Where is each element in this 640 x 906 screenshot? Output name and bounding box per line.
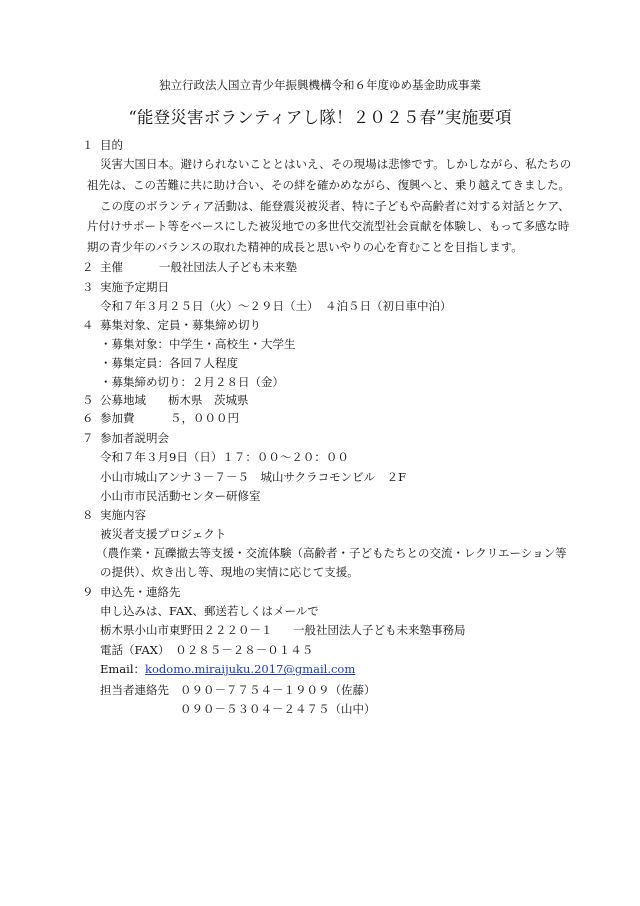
section-4-number: ４ [82,318,94,332]
section-5-heading: 公募地域 [100,393,146,407]
schedule-stay: ４泊５日（初日車中泊） [325,299,452,313]
section-9-heading: 申込先・連絡先 [100,585,181,599]
contact-label: 担当者連絡先 [100,683,169,697]
section-1-number: １ [82,138,94,152]
schedule-date: 令和７年３月２５日（火）～２９日（土） [100,299,319,313]
recruit-deadline: ・募集締め切り：２月２８日（金） [100,375,284,389]
section-1-line-2: 祖先は、この苦難に共に助け合い、その絆を確かめながら、復興へと、乗り越えてきました。 [87,178,570,192]
section-1-line-5: 期の青少年のバランスの取れた精神的成長と思いやりの心を育むことを目指します。 [87,240,523,254]
contact-phone-2: ０９０－５３０４－２４７５（山中） [180,702,376,716]
grant-subtitle: 独立行政法人国立青少年振興機構令和６年度ゆめ基金助成事業 [159,78,481,92]
briefing-datetime: 令和７年３月9日（日）１７：００～２０：００ [100,450,349,464]
section-7-number: ７ [82,431,94,445]
page-title: “能登災害ボランティアし隊！２０２５春”実施要項 [128,108,512,127]
briefing-address: 小山市城山アンナ３－７－５ 城山サクラコモンビル ２F [100,470,407,484]
section-7-heading: 参加者説明会 [100,431,169,445]
activity-detail-1: （農作業・瓦礫撤去等支援・交流体験（高齢者・子どもたちとの交流・レクリエーション等 [96,546,567,560]
section-4-heading: 募集対象、定員・募集締め切り [100,318,261,332]
application-office: 一般社団法人子ども未来塾事務局 [293,623,466,637]
recruit-capacity: ・募集定員：各回７人程度 [100,356,238,370]
section-1-line-3: この度のボランティア活動は、能登震災被災者、特に子どもや高齢者に対する対話とケア、 [100,199,570,213]
application-method: 申し込みは、FAX、郵送若しくはメールで [100,604,319,618]
section-1-heading: 目的 [100,138,123,152]
section-2-number: ２ [82,260,94,274]
section-8-heading: 実施内容 [100,508,146,522]
email-row [100,662,355,676]
section-5-number: ５ [82,393,94,407]
recruit-region: 栃木県 茨城県 [168,393,249,407]
section-3-number: ３ [82,280,94,294]
application-fax: 電話（FAX） ０２８５－２８－０１４５ [100,643,314,657]
recruit-target: ・募集対象：中学生・高校生・大学生 [100,337,296,351]
section-8-number: ８ [82,508,94,522]
section-9-number: ９ [82,585,94,599]
section-1-line-1: 災害大国日本。避けられないこととはいえ、その現場は悲惨です。しかしながら、私たちの [100,157,572,171]
section-1-line-4: 片付けサポート等をベースにした被災地での多世代交流型社会貢献を体験し、もって多感な時 [87,219,570,233]
application-address: 栃木県小山市東野田２２２０－１ [100,623,273,637]
email-label: Email： [100,662,146,676]
email-link[interactable]: kodomo.miraijuku.2017@gmail.com [145,662,356,676]
participation-fee: ５，０００円 [170,411,239,425]
organizer-name: 一般社団法人子ども未来塾 [159,260,297,274]
briefing-venue: 小山市市民活動センター研修室 [100,489,261,503]
section-2-heading: 主催 [100,260,123,274]
activity-detail-2: の提供）、炊き出し等、現地の実情に応じて支援。 [100,565,359,579]
section-6-number: ６ [82,411,94,425]
section-3-heading: 実施予定期日 [100,280,169,294]
section-6-heading: 参加費 [100,411,135,425]
contact-phone-1: ０９０－７７５４－１９０９（佐藤） [180,683,376,697]
activity-project: 被災者支援プロジェクト [100,527,227,541]
